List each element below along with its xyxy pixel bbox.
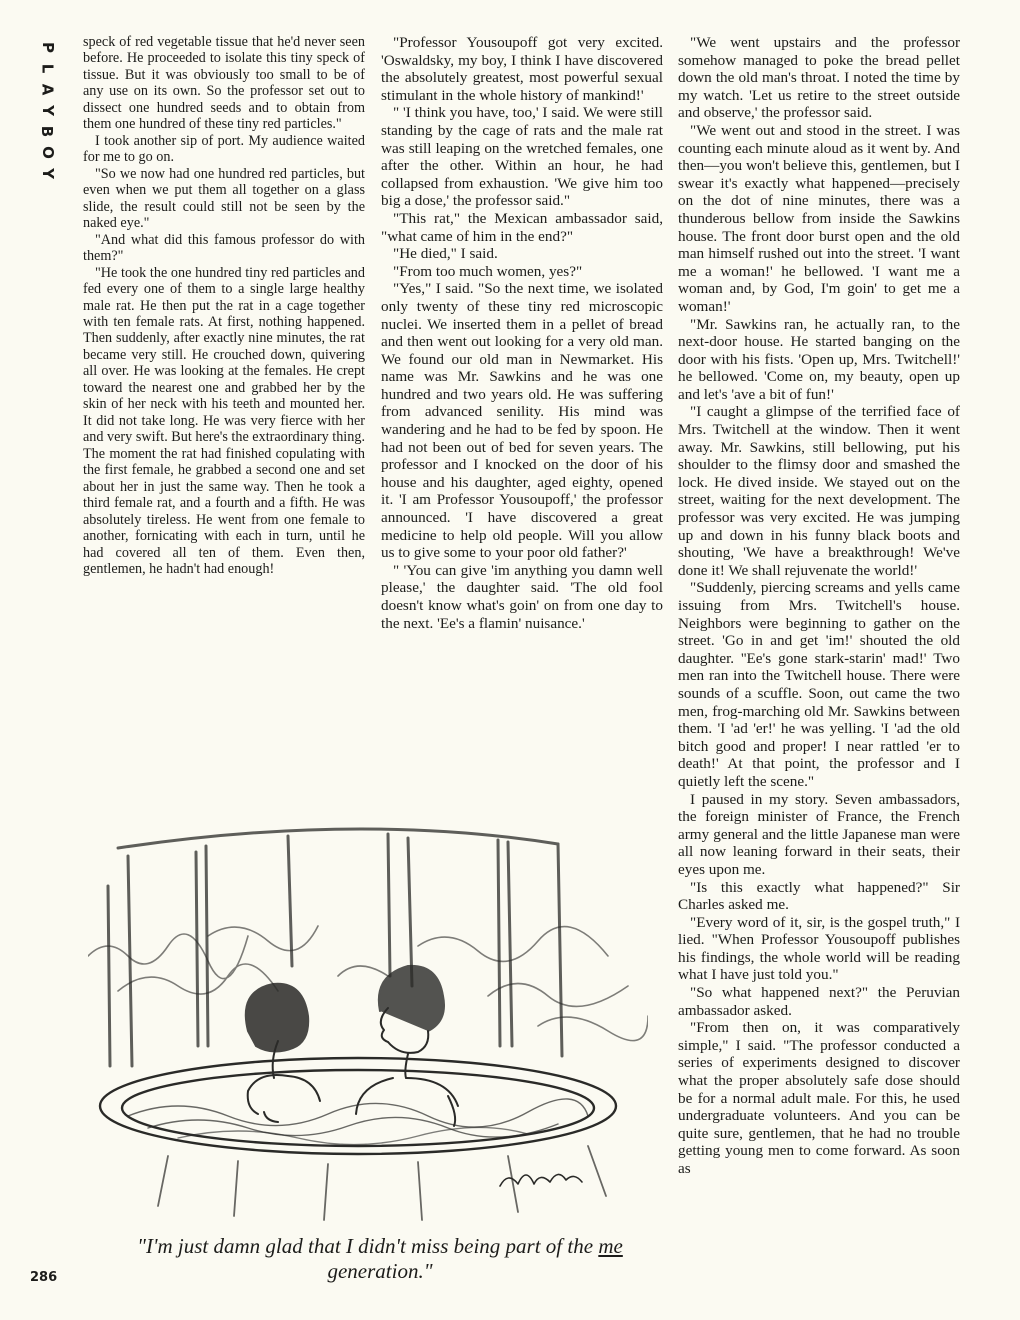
paragraph: "So what happened next?" the Peruvian ambassador asked. [678,984,960,1019]
masthead-letter: P [38,42,57,53]
masthead-letter: O [38,146,57,159]
paragraph: "Is this exactly what happened?" Sir Charles asked me. [678,878,960,914]
paragraph: "Every word of it, sir, is the gospel truth," I lied. "When Professor Yousoupoff publishes his findings, the whole world will be reading what I have just told you." [678,913,960,984]
paragraph: "Professor Yousoupoff got very excited. 'Oswaldsky, my boy, I think I have discovered the absolutely greatest, most powerful sexual stimulant in the whole history of mankind!' [381,34,663,104]
masthead-vertical [30,40,64,181]
paragraph: " 'You can give 'im anything you damn well please,' the daughter said. 'The old fool doesn't know what's goin' on from one day to the next. 'Ee's a flamin' nuisance.' [381,561,663,632]
caption-emphasis: me [598,1234,623,1258]
paragraph: "Yes," I said. "So the next time, we isolated only twenty of these tiny red microscopic nuclei. We inserted them in a pellet of bread and then went out looking for a very old man. We found our old man in Newmarket. His name was Mr. Sawkins and he was one hundred and two years old. He was suffering from advanced senility. His mind was wandering and he had to be fed by spoon. He had not been out of bed for seven years. The professor and I knocked on the door of his house and his daughter, aged eighty, opened it. 'I am Professor Yousoupoff,' the professor announced. 'I have discovered a great medicine to help old people. Will you allow us to give some to your poor old father?' [381,280,663,562]
page-number: 286 [30,1270,58,1285]
paragraph: "This rat," the Mexican ambassador said, "what came of him in the end?" [381,209,663,245]
man-figure [356,966,458,1126]
masthead-letter: L [38,63,57,74]
paragraph: "We went out and stood in the street. I was counting each minute aloud as it went by. And then—you won't believe this, gentlemen, but I swear it's exactly what happened—precisely on the dot of nine minutes, there was a thunderous bellow from inside the Sawkins house. The front door burst open and the old man himself rushed out into the street. 'I want me a woman!' he bellowed. 'I want me a woman and, by God, I'm goin' to get me a woman!' [678,121,960,315]
paragraph: "From too much women, yes?" [393,262,583,280]
paragraph: "He took the one hundred tiny red particles and fed every one of them to a single large healthy male rat. He then put the rat in a cage together with ten female rats. At first, nothing happened. Then suddenly, after exactly nine minutes, the rat became very still. He crouched down, quivering all over. He was looking at the females. He crept toward the nearest one and grabbed her by the skin of her neck with his teeth and mounted her. It did not take long. He was very fierce with her and very swift. But here's the extraordinary thing. The moment the rat had finished copulating with the first female, he grabbed a second one and set about her in just the same way. Then he took a third female rat, and a fourth and a fifth. He was absolutely tireless. He went from one female to another, fornicating with each in turn, until he had covered all ten of them. Even then, gentlemen, he hadn't had enough! [83,264,365,577]
paragraph: "So we now had one hundred red particles, but even when we put them all together on a glass slide, the result could still not be seen by the naked eye." [83,165,365,232]
paragraph: "Suddenly, piercing screams and yells came issuing from Mrs. Twitchell's house. Neighbors were beginning to gather on the street. 'Go in and get 'im!' shouted the old daughter. ''Ee's gone stark-starin' mad!' Two men ran into the Twitchell house. There were sounds of a scuffle. Soon, out came the two men, frog-marching old Mr. Sawkins between them. 'I 'ad 'er!' he was yelling. 'I 'ad the old bitch good and proper! I near rattled 'er to death!' At that point, the professor and I quietly left the scene." [678,579,960,790]
paragraph: "I caught a glimpse of the terrified face of Mrs. Twitchell at the window. Then it went away. Mr. Sawkins, still bellowing, put his shoulder to the flimsy door and smashed the lock. He dived inside. We stayed out on the street, waiting for the next development. The professor was very excited. He was jumping up and down in his funny black boots and shouting, 'We have a breakthrough! We've done it! We shall rejuvenate the world!' [678,403,960,579]
masthead-letter: Y [38,105,57,116]
paragraph: "From then on, it was comparatively simple," I said. "The professor conducted a series of experiments designed to discover what the proper absolutely safe dose should be for a normal adult male. For this, he used undergraduate volunteers. And you can be quite sure, gentlemen, that he had no trouble getting young men to come forward. As soon as [678,1019,960,1177]
paragraph: I paused in my story. Seven ambassadors, the foreign minister of France, the French army general and the little Japanese man were all now leaning forward in their seats, their eyes upon me. [678,790,960,878]
cartoon-hot-tub-illustration [88,816,648,1228]
steam-swirls [88,926,648,1041]
masthead-letter: A [38,83,57,96]
text-column-3 [678,34,960,1178]
paragraph: "Mr. Sawkins ran, he actually ran, to the next-door house. He started banging on the door with his fists. 'Open up, Mrs. Twitchell!' he bellowed. 'Come on, my beauty, open up and let's 'ave a bit of fun!' [678,315,960,403]
woman-figure [246,984,320,1122]
cartoon-caption [120,1234,640,1284]
masthead-letter: Y [38,168,57,179]
text-column-2 [381,34,663,632]
window-frames [108,829,562,1066]
paragraph: speck of red vegetable tissue that he'd never seen before. He proceeded to isolate this tiny speck of tissue. But it was obviously too small to be of any use on its own. So the professor set out to dissect one hundred seeds and to obtain from them one hundred of these tiny red particles." [83,34,365,133]
caption-text-end: generation." [327,1259,433,1283]
paragraph: I took another sip of port. My audience waited for me to go on. [83,132,365,166]
paragraph: " 'I think you have, too,' I said. We were still standing by the cage of rats and the male rat was still leaping on the wretched females, one after the other. Within an hour, he had collapsed from exhaustion. 'We give him too big a dose,' the professor said." [381,104,663,210]
deck-planks [158,1146,606,1220]
paragraph: "We went upstairs and the professor somehow managed to poke the bread pellet down the old man's throat. I noted the time by my watch. 'Let us retire to the street outside and observe,' the professor said. [678,34,960,122]
paragraph: "And what did this famous professor do with them?" [83,231,365,265]
paragraph: "He died," I said. [393,245,498,263]
text-column-1 [83,34,365,577]
masthead-letter: B [38,125,57,138]
caption-text: "I'm just damn glad that I didn't miss being part of the [137,1234,599,1258]
